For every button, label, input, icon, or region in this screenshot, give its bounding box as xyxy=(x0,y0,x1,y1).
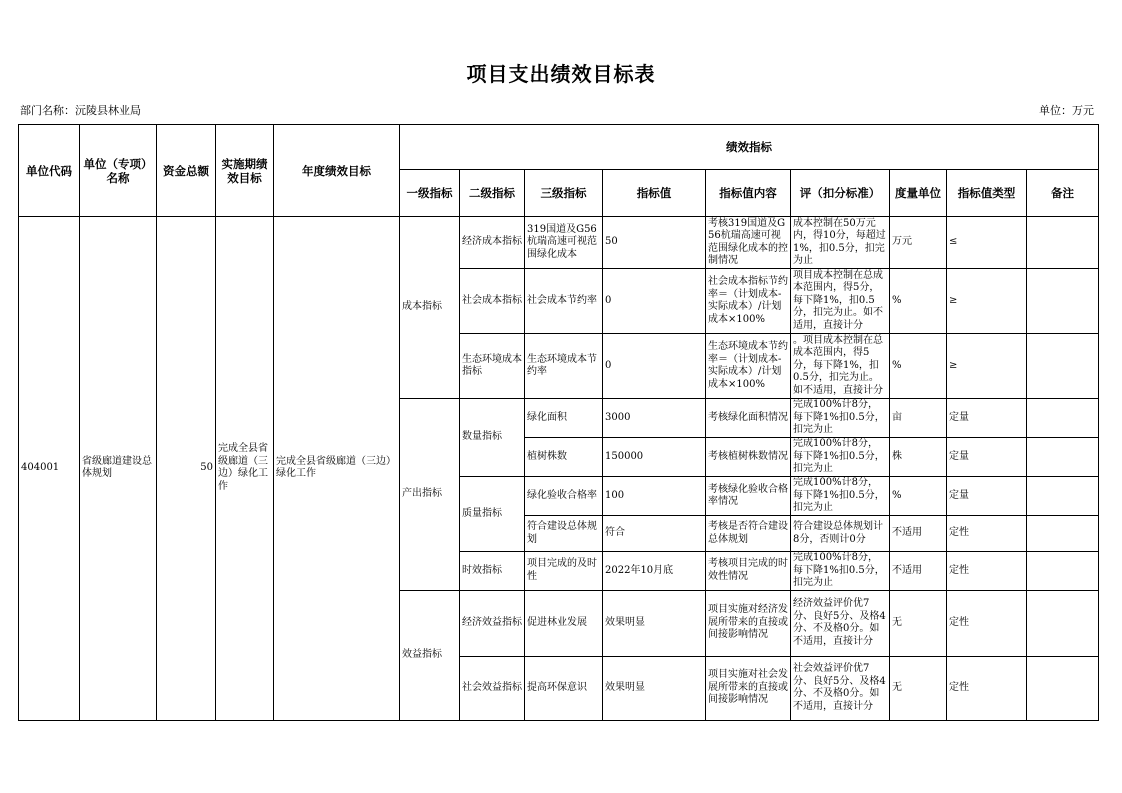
department-label: 部门名称：沅陵县林业局 xyxy=(20,104,141,117)
subgroup-econ-benefit: 经济效益指标 xyxy=(460,590,525,656)
cell-type: ≤ xyxy=(947,217,1027,269)
cell-remark xyxy=(1027,438,1099,477)
cell-content: 考核绿化验收合格率情况 xyxy=(706,477,791,516)
cell-unit: 万元 xyxy=(890,217,947,269)
header-measure-unit: 度量单位 xyxy=(890,170,947,217)
cell-content: 考核项目完成的时效性情况 xyxy=(706,552,791,591)
cell-type: 定性 xyxy=(947,656,1027,720)
performance-table xyxy=(18,124,1099,721)
group-output: 产出指标 xyxy=(400,399,460,591)
header-period-goal: 实施期绩效目标 xyxy=(216,125,274,217)
cell-l3: 促进林业发展 xyxy=(525,590,603,656)
cell-content: 考核植树株数情况 xyxy=(706,438,791,477)
cell-type: 定量 xyxy=(947,399,1027,438)
cell-l3: 符合建设总体规划 xyxy=(525,516,603,552)
cell-l3: 319国道及G56杭瑞高速可视范围绿化成本 xyxy=(525,217,603,269)
cell-content: 考核是否符合建设总体规划 xyxy=(706,516,791,552)
cell-scoring: 符合建设总体规划计8分，否则计0分 xyxy=(791,516,890,552)
cell-type: 定性 xyxy=(947,590,1027,656)
cell-l3: 绿化验收合格率 xyxy=(525,477,603,516)
cell-l3: 提高环保意识 xyxy=(525,656,603,720)
header-unit-code: 单位代码 xyxy=(19,125,80,217)
cell-unit: % xyxy=(890,269,947,334)
cell-value: 150000 xyxy=(603,438,706,477)
cell-scoring: 社会效益评价优7分、良好5分、及格4分、不及格0分。如不适用，直接计分 xyxy=(791,656,890,720)
subgroup-timeliness: 时效指标 xyxy=(460,552,525,591)
cell-unit: 不适用 xyxy=(890,552,947,591)
cell-content: 考核绿化面积情况 xyxy=(706,399,791,438)
cell-value: 2022年10月底 xyxy=(603,552,706,591)
subgroup-quantity: 数量指标 xyxy=(460,399,525,477)
cell-remark xyxy=(1027,334,1099,399)
cell-l3: 绿化面积 xyxy=(525,399,603,438)
cell-l3: 项目完成的及时性 xyxy=(525,552,603,591)
cell-remark xyxy=(1027,516,1099,552)
cell-type: 定性 xyxy=(947,552,1027,591)
cell-content: 生态环境成本节约率＝（计划成本-实际成本）/计划成本×100% xyxy=(706,334,791,399)
cell-value: 效果明显 xyxy=(603,590,706,656)
header-total-funds: 资金总额 xyxy=(157,125,216,217)
cell-type: 定量 xyxy=(947,438,1027,477)
cell-scoring: 完成100%计8分，每下降1%扣0.5分，扣完为止 xyxy=(791,399,890,438)
cell-value: 3000 xyxy=(603,399,706,438)
cell-type: ≥ xyxy=(947,269,1027,334)
cell-value: 效果明显 xyxy=(603,656,706,720)
subgroup-econ-cost: 经济成本指标 xyxy=(460,217,525,269)
header-remark: 备注 xyxy=(1027,170,1099,217)
header-scoring: 评（扣分标准） xyxy=(791,170,890,217)
cell-remark xyxy=(1027,656,1099,720)
header-unit-name: 单位（专项）名称 xyxy=(80,125,157,217)
cell-unit: 无 xyxy=(890,590,947,656)
group-benefit: 效益指标 xyxy=(400,590,460,720)
cell-value: 0 xyxy=(603,269,706,334)
subgroup-social-cost: 社会成本指标 xyxy=(460,269,525,334)
cell-unit: 株 xyxy=(890,438,947,477)
page-title: 项目支出绩效目标表 xyxy=(466,62,656,86)
cell-unit: % xyxy=(890,477,947,516)
header-level1: 一级指标 xyxy=(400,170,460,217)
cell-remark xyxy=(1027,217,1099,269)
cell-value: 50 xyxy=(603,217,706,269)
cell-l3: 社会成本节约率 xyxy=(525,269,603,334)
cell-scoring: 完成100%计8分，每下降1%扣0.5分，扣完为止 xyxy=(791,477,890,516)
subgroup-social-benefit: 社会效益指标 xyxy=(460,656,525,720)
header-value-type: 指标值类型 xyxy=(947,170,1027,217)
unit-label: 单位：万元 xyxy=(1039,104,1094,117)
cell-remark xyxy=(1027,590,1099,656)
cell-content: 项目实施对社会发展所带来的直接或间接影响情况 xyxy=(706,656,791,720)
header-value: 指标值 xyxy=(603,170,706,217)
cell-type: 定量 xyxy=(947,477,1027,516)
project-code: 404001 xyxy=(19,217,80,721)
cell-l3: 生态环境成本节约率 xyxy=(525,334,603,399)
cell-remark xyxy=(1027,552,1099,591)
cell-scoring: 完成100%计8分，每下降1%扣0.5分，扣完为止 xyxy=(791,438,890,477)
header-content: 指标值内容 xyxy=(706,170,791,217)
header-annual-goal: 年度绩效目标 xyxy=(274,125,400,217)
cell-scoring: 项目成本控制在总成本范围内，得5分，每下降1%，扣0.5分，扣完为止。如不适用，直接计分 xyxy=(791,269,890,334)
cell-unit: 亩 xyxy=(890,399,947,438)
cell-scoring: 成本控制在50万元内，得10分，每超过1%，扣0.5分，扣完为止 xyxy=(791,217,890,269)
cell-content: 项目实施对经济发展所带来的直接或间接影响情况 xyxy=(706,590,791,656)
table-row xyxy=(19,217,1099,269)
cell-scoring: 完成100%计8分，每下降1%扣0.5分，扣完为止 xyxy=(791,552,890,591)
project-period-goal: 完成全县省级廊道（三边）绿化工作 xyxy=(216,217,274,721)
header-level2: 二级指标 xyxy=(460,170,525,217)
cell-value: 0 xyxy=(603,334,706,399)
cell-l3: 植树株数 xyxy=(525,438,603,477)
subgroup-eco-cost: 生态环境成本指标 xyxy=(460,334,525,399)
project-funds: 50 xyxy=(157,217,216,721)
cell-type: ≥ xyxy=(947,334,1027,399)
cell-remark xyxy=(1027,399,1099,438)
header-level3: 三级指标 xyxy=(525,170,603,217)
cell-unit: % xyxy=(890,334,947,399)
project-annual-goal: 完成全县省级廊道（三边）绿化工作 xyxy=(274,217,400,721)
cell-type: 定性 xyxy=(947,516,1027,552)
cell-unit: 不适用 xyxy=(890,516,947,552)
cell-scoring: 经济效益评价优7分、良好5分、及格4分、不及格0分。如不适用，直接计分 xyxy=(791,590,890,656)
project-name: 省级廊道建设总体规划 xyxy=(80,217,157,721)
cell-remark xyxy=(1027,477,1099,516)
cell-value: 符合 xyxy=(603,516,706,552)
cell-content: 考核319国道及G56杭瑞高速可视范围绿化成本的控制情况 xyxy=(706,217,791,269)
cell-content: 社会成本指标节约率＝（计划成本-实际成本）/计划成本×100% xyxy=(706,269,791,334)
subgroup-quality: 质量指标 xyxy=(460,477,525,552)
group-cost: 成本指标 xyxy=(400,217,460,399)
cell-remark xyxy=(1027,269,1099,334)
cell-scoring: 。项目成本控制在总成本范围内，得5分，每下降1%，扣0.5分，扣完为止。如不适用，直接计分 xyxy=(791,334,890,399)
cell-unit: 无 xyxy=(890,656,947,720)
cell-value: 100 xyxy=(603,477,706,516)
header-indicators: 绩效指标 xyxy=(400,125,1099,170)
